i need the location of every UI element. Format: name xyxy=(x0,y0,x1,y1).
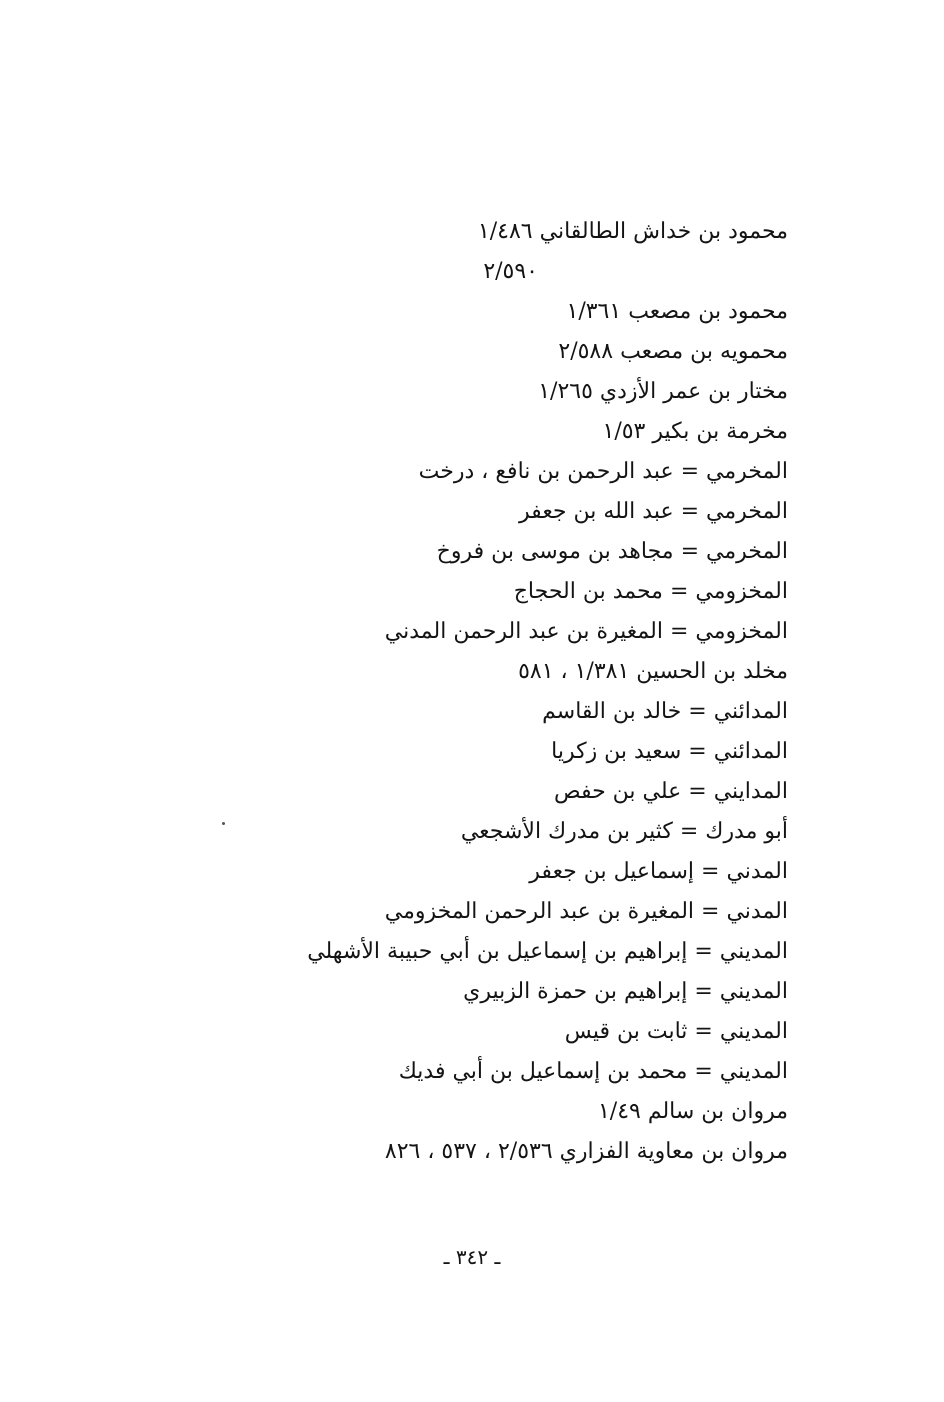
index-entry: المديني = ثابت بن قيس xyxy=(564,1019,788,1044)
page-number: ـ ٣٤٢ ـ xyxy=(443,1245,501,1269)
index-entry: المديني = إبراهيم بن إسماعيل بن أبي حبيبة الأشهلي xyxy=(307,939,788,964)
index-entry: المدني = المغيرة بن عبد الرحمن المخزومي xyxy=(384,899,788,924)
index-entry: مخلد بن الحسين ١/٣٨١ ، ٥٨١ xyxy=(518,659,788,684)
index-entry-continuation: ٢/٥٩٠ xyxy=(483,259,538,284)
index-entry: محمويه بن مصعب ٢/٥٨٨ xyxy=(558,339,788,364)
index-entry: مخرمة بن بكير ١/٥٣ xyxy=(602,419,788,444)
scan-speck xyxy=(222,822,225,825)
index-entry: مروان بن سالم ١/٤٩ xyxy=(597,1099,788,1124)
index-entry: المخزومي = محمد بن الحجاج xyxy=(513,579,788,604)
index-entry: المديني = محمد بن إسماعيل بن أبي فديك xyxy=(398,1059,788,1084)
index-entry: المخرمي = مجاهد بن موسى بن فروخ xyxy=(436,539,788,564)
index-entry: المدني = إسماعيل بن جعفر xyxy=(529,859,788,884)
index-entries xyxy=(148,212,788,1172)
index-entry: المدائني = خالد بن القاسم xyxy=(542,699,788,724)
index-entry: المدائني = سعيد بن زكريا xyxy=(551,739,788,764)
index-entry: أبو مدرك = كثير بن مدرك الأشجعي xyxy=(460,819,788,844)
index-entry: مروان بن معاوية الفزاري ٢/٥٣٦ ، ٥٣٧ ، ٨٢٦ xyxy=(384,1139,788,1164)
index-entry: المديني = إبراهيم بن حمزة الزبيري xyxy=(463,979,788,1004)
index-entry: مختار بن عمر الأزدي ١/٢٦٥ xyxy=(538,379,788,404)
index-entry: المخزومي = المغيرة بن عبد الرحمن المدني xyxy=(384,619,788,644)
index-entry: المخرمي = عبد الله بن جعفر xyxy=(519,499,788,524)
index-entry: محمود بن خداش الطالقاني ١/٤٨٦ xyxy=(477,219,788,244)
index-entry: محمود بن مصعب ١/٣٦١ xyxy=(566,299,788,324)
index-entry: المخرمي = عبد الرحمن بن نافع ، درخت xyxy=(418,459,788,484)
index-entry: المدايني = علي بن حفص xyxy=(554,779,788,804)
